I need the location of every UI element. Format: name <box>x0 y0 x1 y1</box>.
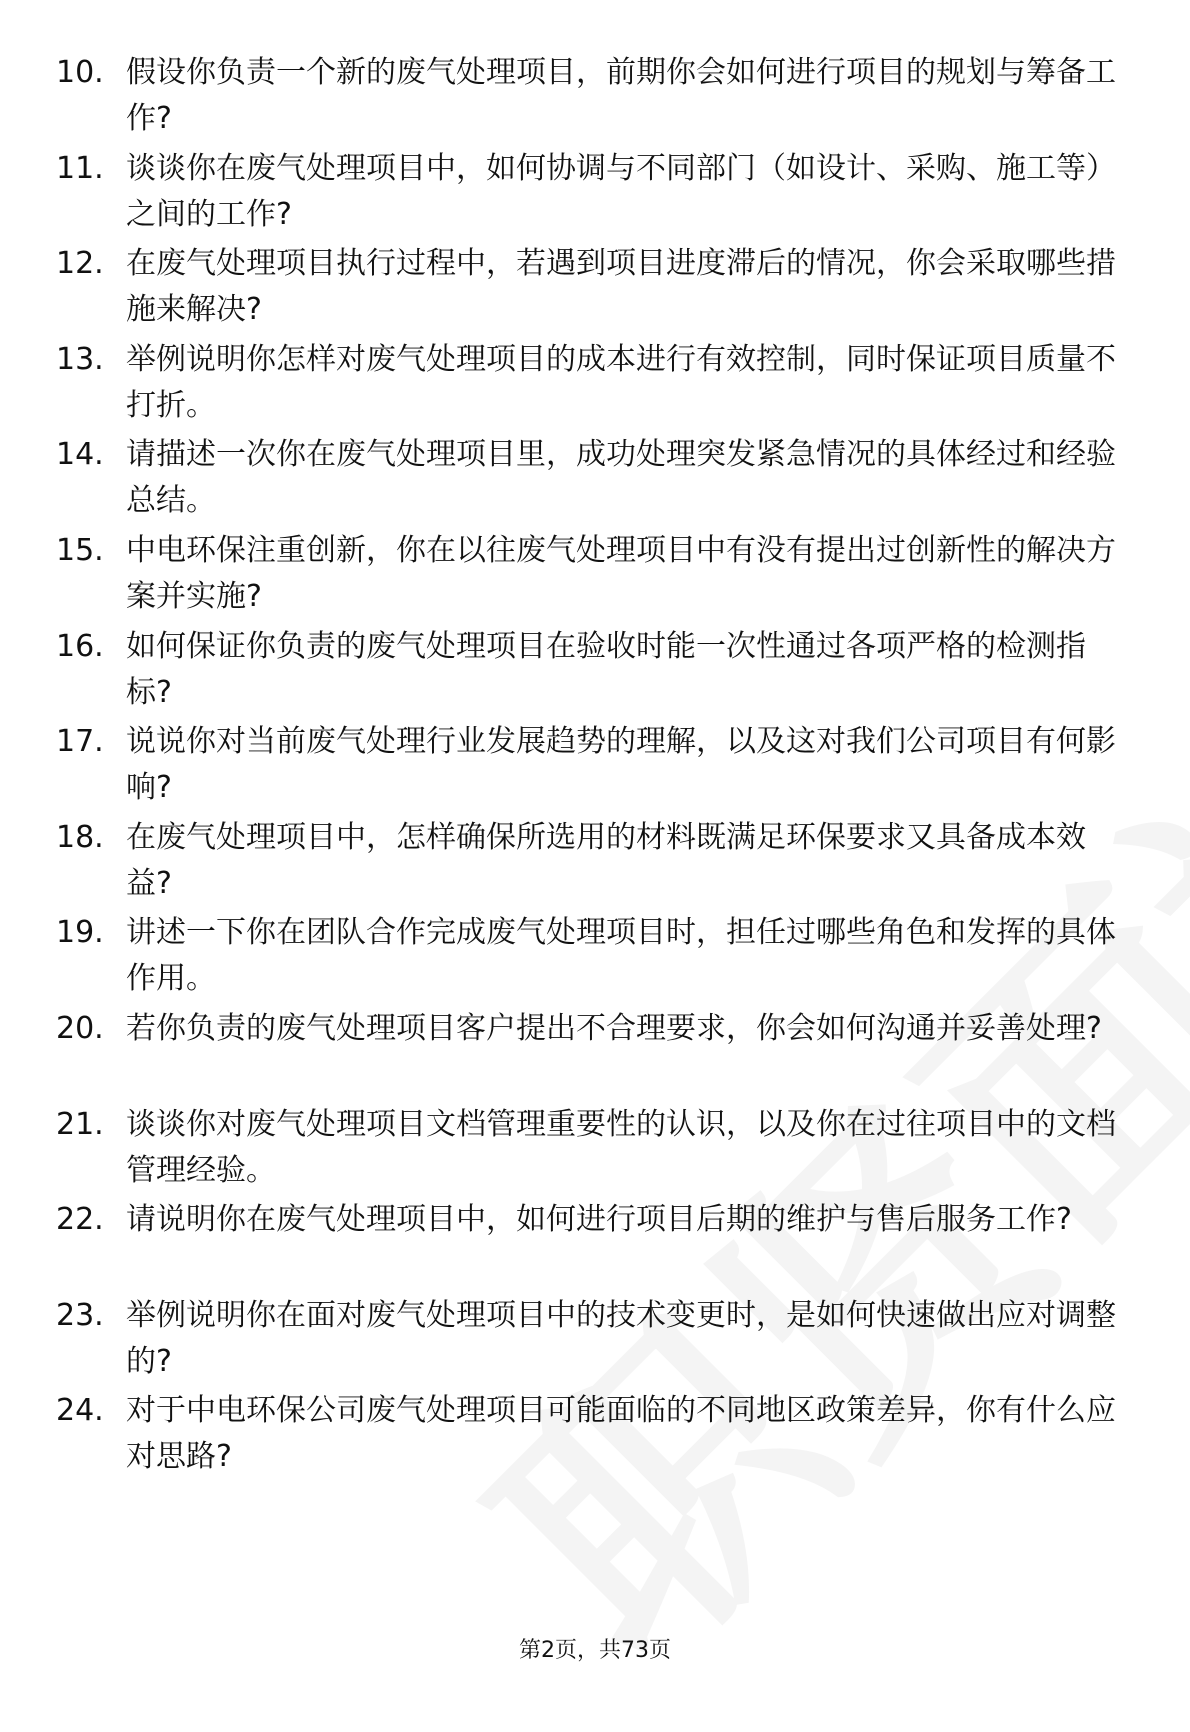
question-text: 讲述一下你在团队合作完成废气处理项目时，担任过哪些角色和发挥的具体作用。 <box>126 915 1116 996</box>
question-item <box>0 241 1190 341</box>
question-number: 12. <box>56 246 104 281</box>
question-text: 假设你负责一个新的废气处理项目，前期你会如何进行项目的规划与筹备工作? <box>126 55 1116 136</box>
question-text: 在废气处理项目中，怎样确保所选用的材料既满足环保要求又具备成本效益? <box>126 820 1086 901</box>
question-text: 谈谈你在废气处理项目中，如何协调与不同部门（如设计、采购、施工等）之间的工作? <box>126 151 1116 232</box>
question-text: 在废气处理项目执行过程中，若遇到项目进度滞后的情况，你会采取哪些措施来解决? <box>126 246 1116 327</box>
question-number: 19. <box>56 915 104 950</box>
question-text: 若你负责的废气处理项目客户提出不合理要求，你会如何沟通并妥善处理? <box>126 1011 1102 1046</box>
question-item <box>0 624 1190 724</box>
question-number: 22. <box>56 1202 104 1237</box>
question-number: 14. <box>56 437 104 472</box>
question-number: 11. <box>56 151 104 186</box>
question-text: 如何保证你负责的废气处理项目在验收时能一次性通过各项严格的检测指标? <box>126 629 1086 710</box>
question-number: 18. <box>56 820 104 855</box>
question-number: 13. <box>56 342 104 377</box>
question-item <box>0 910 1190 1010</box>
question-text: 举例说明你怎样对废气处理项目的成本进行有效控制，同时保证项目质量不打折。 <box>126 342 1116 423</box>
question-number: 15. <box>56 533 104 568</box>
question-item <box>0 50 1190 150</box>
question-item <box>0 146 1190 246</box>
question-item <box>0 528 1190 628</box>
question-item <box>0 337 1190 437</box>
question-item <box>0 815 1190 915</box>
question-text: 请描述一次你在废气处理项目里，成功处理突发紧急情况的具体经过和经验总结。 <box>126 437 1116 518</box>
question-number: 10. <box>56 55 104 90</box>
question-item <box>0 719 1190 819</box>
question-item <box>0 1197 1190 1297</box>
question-item <box>0 432 1190 532</box>
question-item <box>0 1102 1190 1202</box>
question-item <box>0 1006 1190 1106</box>
question-number: 24. <box>56 1393 104 1428</box>
question-text: 请说明你在废气处理项目中，如何进行项目后期的维护与售后服务工作? <box>126 1202 1072 1237</box>
question-item <box>0 1388 1190 1488</box>
question-item <box>0 1293 1190 1393</box>
question-number: 17. <box>56 724 104 759</box>
question-text: 中电环保注重创新，你在以往废气处理项目中有没有提出过创新性的解决方案并实施? <box>126 533 1116 614</box>
question-number: 16. <box>56 629 104 664</box>
question-number: 21. <box>56 1107 104 1142</box>
question-text: 对于中电环保公司废气处理项目可能面临的不同地区政策差异，你有什么应对思路? <box>126 1393 1116 1474</box>
question-number: 23. <box>56 1298 104 1333</box>
question-text: 说说你对当前废气处理行业发展趋势的理解，以及这对我们公司项目有何影响? <box>126 724 1116 805</box>
question-text: 谈谈你对废气处理项目文档管理重要性的认识，以及你在过往项目中的文档管理经验。 <box>126 1107 1116 1188</box>
question-text: 举例说明你在面对废气处理项目中的技术变更时，是如何快速做出应对调整的? <box>126 1298 1116 1379</box>
page-footer: 第2页，共73页 <box>519 1638 671 1663</box>
question-number: 20. <box>56 1011 104 1046</box>
